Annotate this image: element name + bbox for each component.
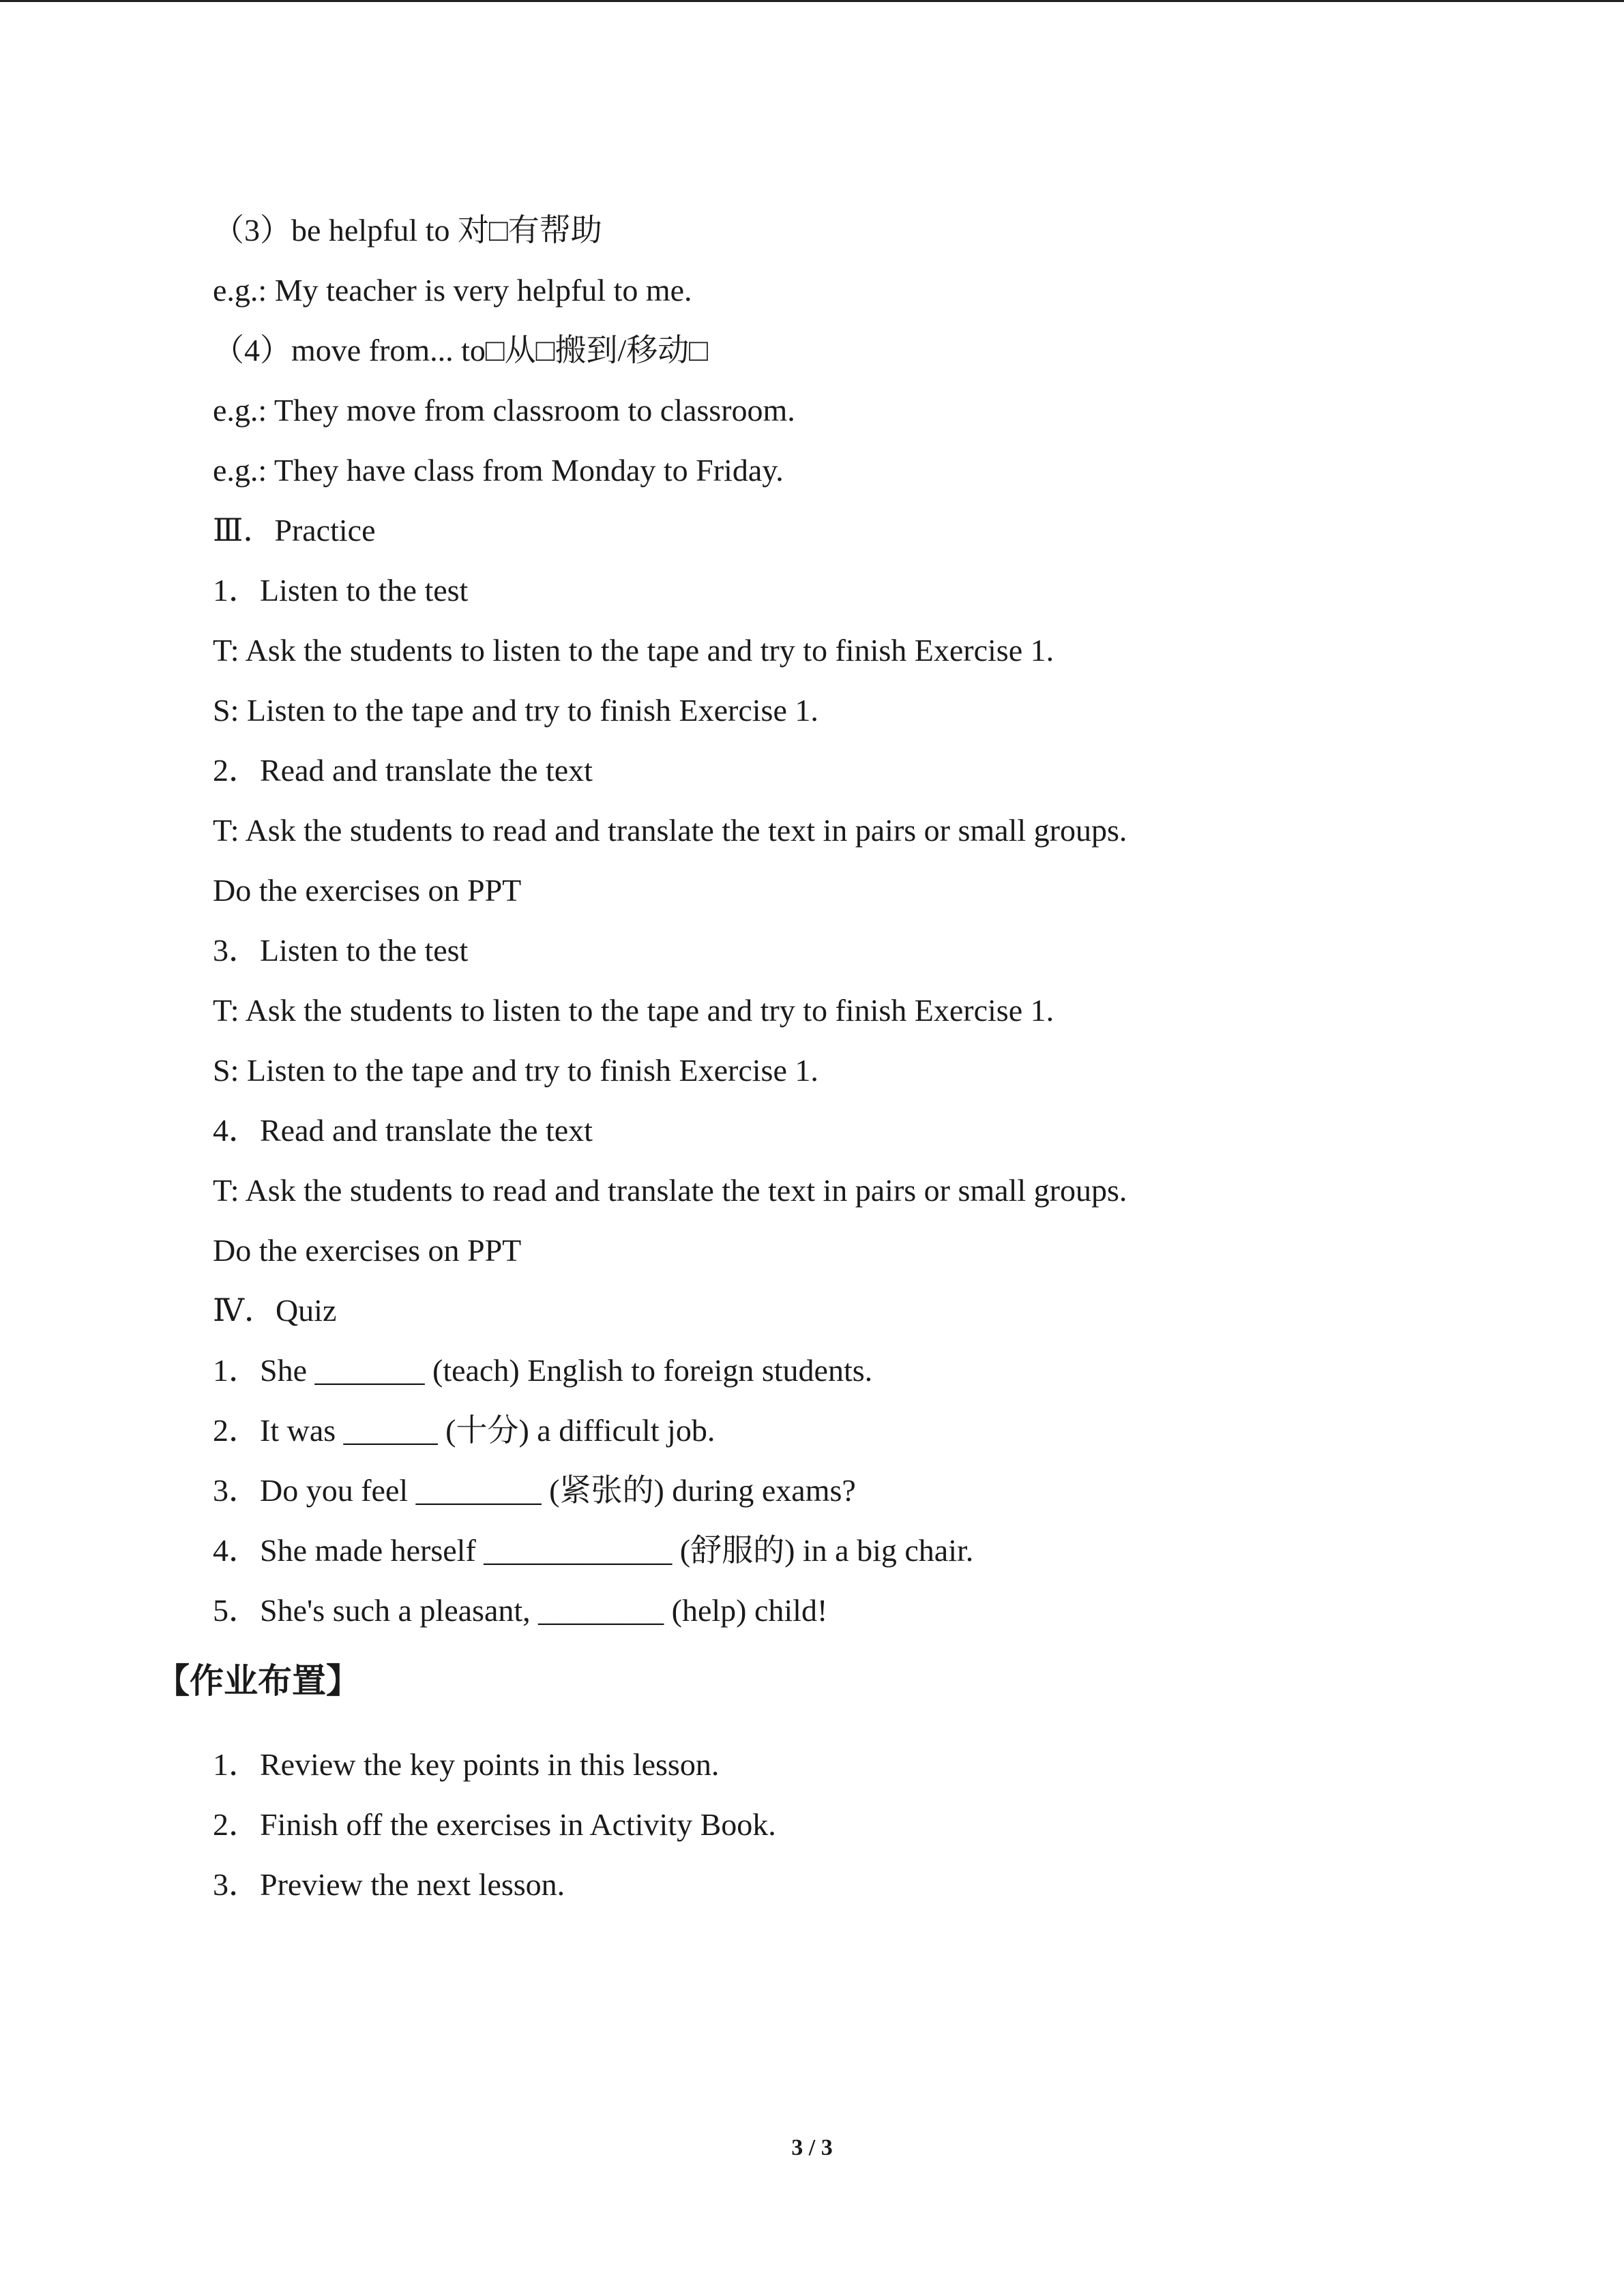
section-heading-quiz: Ⅳ．Quiz xyxy=(213,1293,337,1328)
homework-heading: 【作业布置】 xyxy=(156,1661,360,1701)
practice-step: 3．Listen to the test xyxy=(213,933,469,968)
homework-list xyxy=(213,1746,1509,1926)
quiz-item: 4．She made herself ____________ (舒服的) in a big chair. xyxy=(213,1533,974,1568)
homework-item: 1．Review the key points in this lesson. xyxy=(213,1747,720,1782)
practice-step: 4．Read and translate the text xyxy=(213,1113,593,1148)
student-instruction: S: Listen to the tape and try to finish Exercise 1. xyxy=(213,693,818,728)
top-border-rule xyxy=(0,0,1624,2)
example-sentence: e.g.: My teacher is very helpful to me. xyxy=(213,273,692,308)
teacher-instruction: T: Ask the students to listen to the tape and try to finish Exercise 1. xyxy=(213,633,1054,668)
homework-item: 3．Preview the next lesson. xyxy=(213,1867,565,1902)
exercise-note: Do the exercises on PPT xyxy=(213,1233,522,1268)
homework-item: 2．Finish off the exercises in Activity Book. xyxy=(213,1807,776,1842)
page-number: 3 / 3 xyxy=(791,2135,833,2160)
phrase-move-from-to: （4）move from... to□从□搬到/移动□ xyxy=(213,333,709,368)
quiz-item: 1．She _______ (teach) English to foreign students. xyxy=(213,1353,873,1388)
teacher-instruction: T: Ask the students to read and translate the text in pairs or small groups. xyxy=(213,1173,1127,1208)
quiz-item: 2．It was ______ (十分) a difficult job. xyxy=(213,1413,715,1448)
example-sentence: e.g.: They move from classroom to classroom. xyxy=(213,393,795,428)
lesson-body xyxy=(213,211,1509,1652)
phrase-be-helpful-to: （3）be helpful to 对□有帮助 xyxy=(213,213,602,248)
teacher-instruction: T: Ask the students to read and translate the text in pairs or small groups. xyxy=(213,813,1127,848)
exercise-note: Do the exercises on PPT xyxy=(213,873,522,908)
teacher-instruction: T: Ask the students to listen to the tape and try to finish Exercise 1. xyxy=(213,993,1054,1028)
quiz-item: 3．Do you feel ________ (紧张的) during exams? xyxy=(213,1473,856,1508)
practice-step: 1．Listen to the test xyxy=(213,573,469,608)
quiz-item: 5．She's such a pleasant, ________ (help) child! xyxy=(213,1593,828,1628)
practice-step: 2．Read and translate the text xyxy=(213,753,593,788)
example-sentence: e.g.: They have class from Monday to Friday. xyxy=(213,453,784,488)
student-instruction: S: Listen to the tape and try to finish Exercise 1. xyxy=(213,1053,818,1088)
section-heading-practice: Ⅲ．Practice xyxy=(213,513,376,548)
